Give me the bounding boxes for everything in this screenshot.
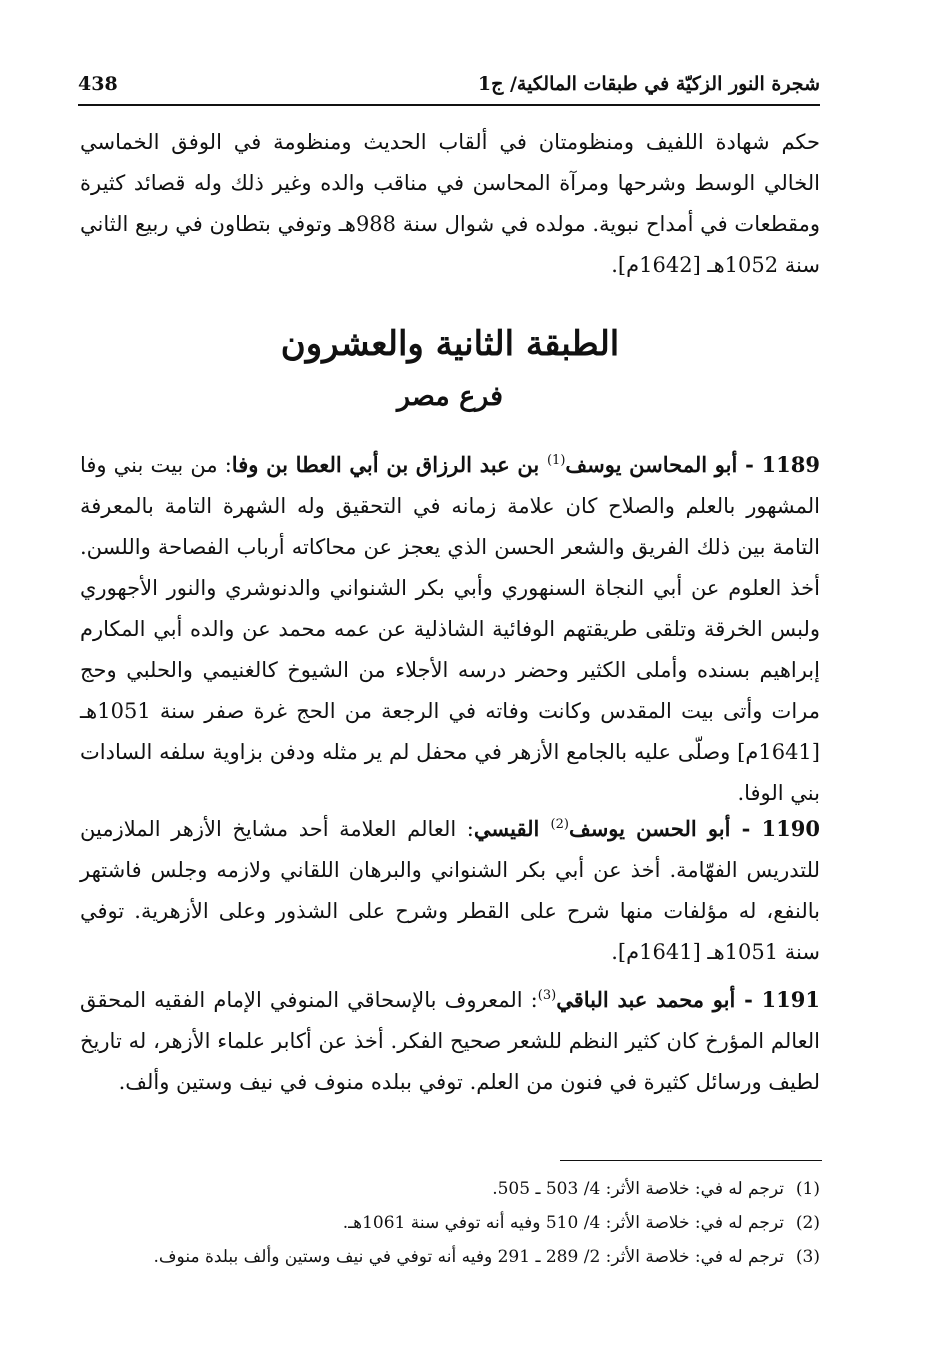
footnote-number: (3): [795, 1247, 820, 1267]
footnote-ref[interactable]: (1): [546, 453, 566, 468]
page-number: 438: [78, 73, 118, 95]
subsection-title: فرع مصر: [396, 381, 504, 412]
header-rule: [78, 104, 820, 106]
footnote-text: ترجم له في: خلاصة الأثر: 4/ 503 ـ 505.: [492, 1179, 784, 1199]
running-title: شجرة النور الزكيّة في طبقات المالكية/ ج1: [477, 73, 820, 95]
footnote-number: (1): [795, 1179, 820, 1199]
footnote: [80, 1206, 820, 1240]
footnote-text: ترجم له في: خلاصة الأثر: 2/ 289 ـ 291 وفيه أنه توفي في نيف وستين وألف ببلدة منوف.: [153, 1247, 784, 1267]
footnote-ref[interactable]: (3): [537, 988, 557, 1003]
entry-body: : من بيت بني وفا المشهور بالعلم والصلاح كان علامة زمانه في التحقيق وله الشهرة التامة بالمعرفة التامة بين ذلك الفريق والشعر الحسن الذي يعجز عن محاكاته أرباب الفصاحة واللسن. أخذ العلوم عن أبي النجاة السنهوري وأبي بكر الشنواني والدنوشري والنور الأجهوري ولبس الخرقة وتلقى طريقتهم الوفائية الشاذلية عن عمه محمد عن والده أبي المكارم إبراهيم بسنده وأملى الكثير وحضر درسه الأجلاء من الشيوخ كالغنيمي والحلبي وحج مرات وأتى بيت المقدس وكانت وفاته في الرجعة من الحج غرة صفر سنة 1051هـ [1641م] وصلّى عليه بالجامع الأزهر في محفل لم ير مثله ودفن بزاوية سلفه السادات بني الوفا.: [80, 453, 820, 805]
entry-heading: 1191 - أبو محمد عبد الباقي$^{(3)}$: [537, 987, 820, 1012]
page-header: [78, 66, 820, 102]
footnote: [80, 1240, 820, 1274]
entry-body: : العالم العلامة أحد مشايخ الأزهر الملازمين للتدريس الفهّامة. أخذ عن أبي بكر الشنواني والبرهان اللقاني ولازمه وجلس فاشتهر بالنفع، له مؤلفات منها شرح على القطر وشرح على الشذور وعلى الأزهرية. توفي سنة 1051هـ [1641م].: [80, 817, 820, 964]
footnote-ref[interactable]: (2): [550, 817, 569, 832]
entry-heading: 1190 - أبو الحسن يوسف$^{(2)}$ القيسي: [473, 816, 820, 841]
footnote-number: (2): [795, 1213, 820, 1233]
footnotes: [80, 1172, 820, 1274]
section-title: الطبقة الثانية والعشرون: [280, 324, 620, 364]
footnote-text: ترجم له في: خلاصة الأثر: 4/ 510 وفيه أنه توفي سنة 1061هـ.: [342, 1213, 784, 1233]
footnote: [80, 1172, 820, 1206]
entry-heading: 1189 - أبو المحاسن يوسف$^{(1)}$ بن عبد الرزاق بن أبي العطا بن وفا: [231, 452, 820, 477]
biography-entry: [80, 975, 820, 1103]
entry-body: : المعروف بالإسحاقي المنوفي الإمام الفقيه المحقق العالم المؤرخ كان كثير النظم للشعر صحيح الفكر. أخذ عن أكابر علماء الأزهر، له تاريخ لطيف ورسائل كثيرة في فنون من العلم. توفي ببلده منوف في نيف وستين وألف.: [80, 988, 820, 1094]
biography-entry: [80, 804, 820, 973]
intro-paragraph: حكم شهادة اللفيف ومنظومتان في ألقاب الحديث ومنظومة في الوفق الخماسي الخالي الوسط وشرحها ومرآة المحاسن في مناقب والده وغير ذلك وله قصائد كثيرة ومقطعات في أمداح نبوية. مولده في شوال سنة 988هـ وتوفي بتطاون في ربيع الثاني سنة 1052هـ [1642م].: [80, 130, 820, 277]
footnote-separator: [560, 1160, 822, 1161]
biography-entry: [80, 440, 820, 814]
